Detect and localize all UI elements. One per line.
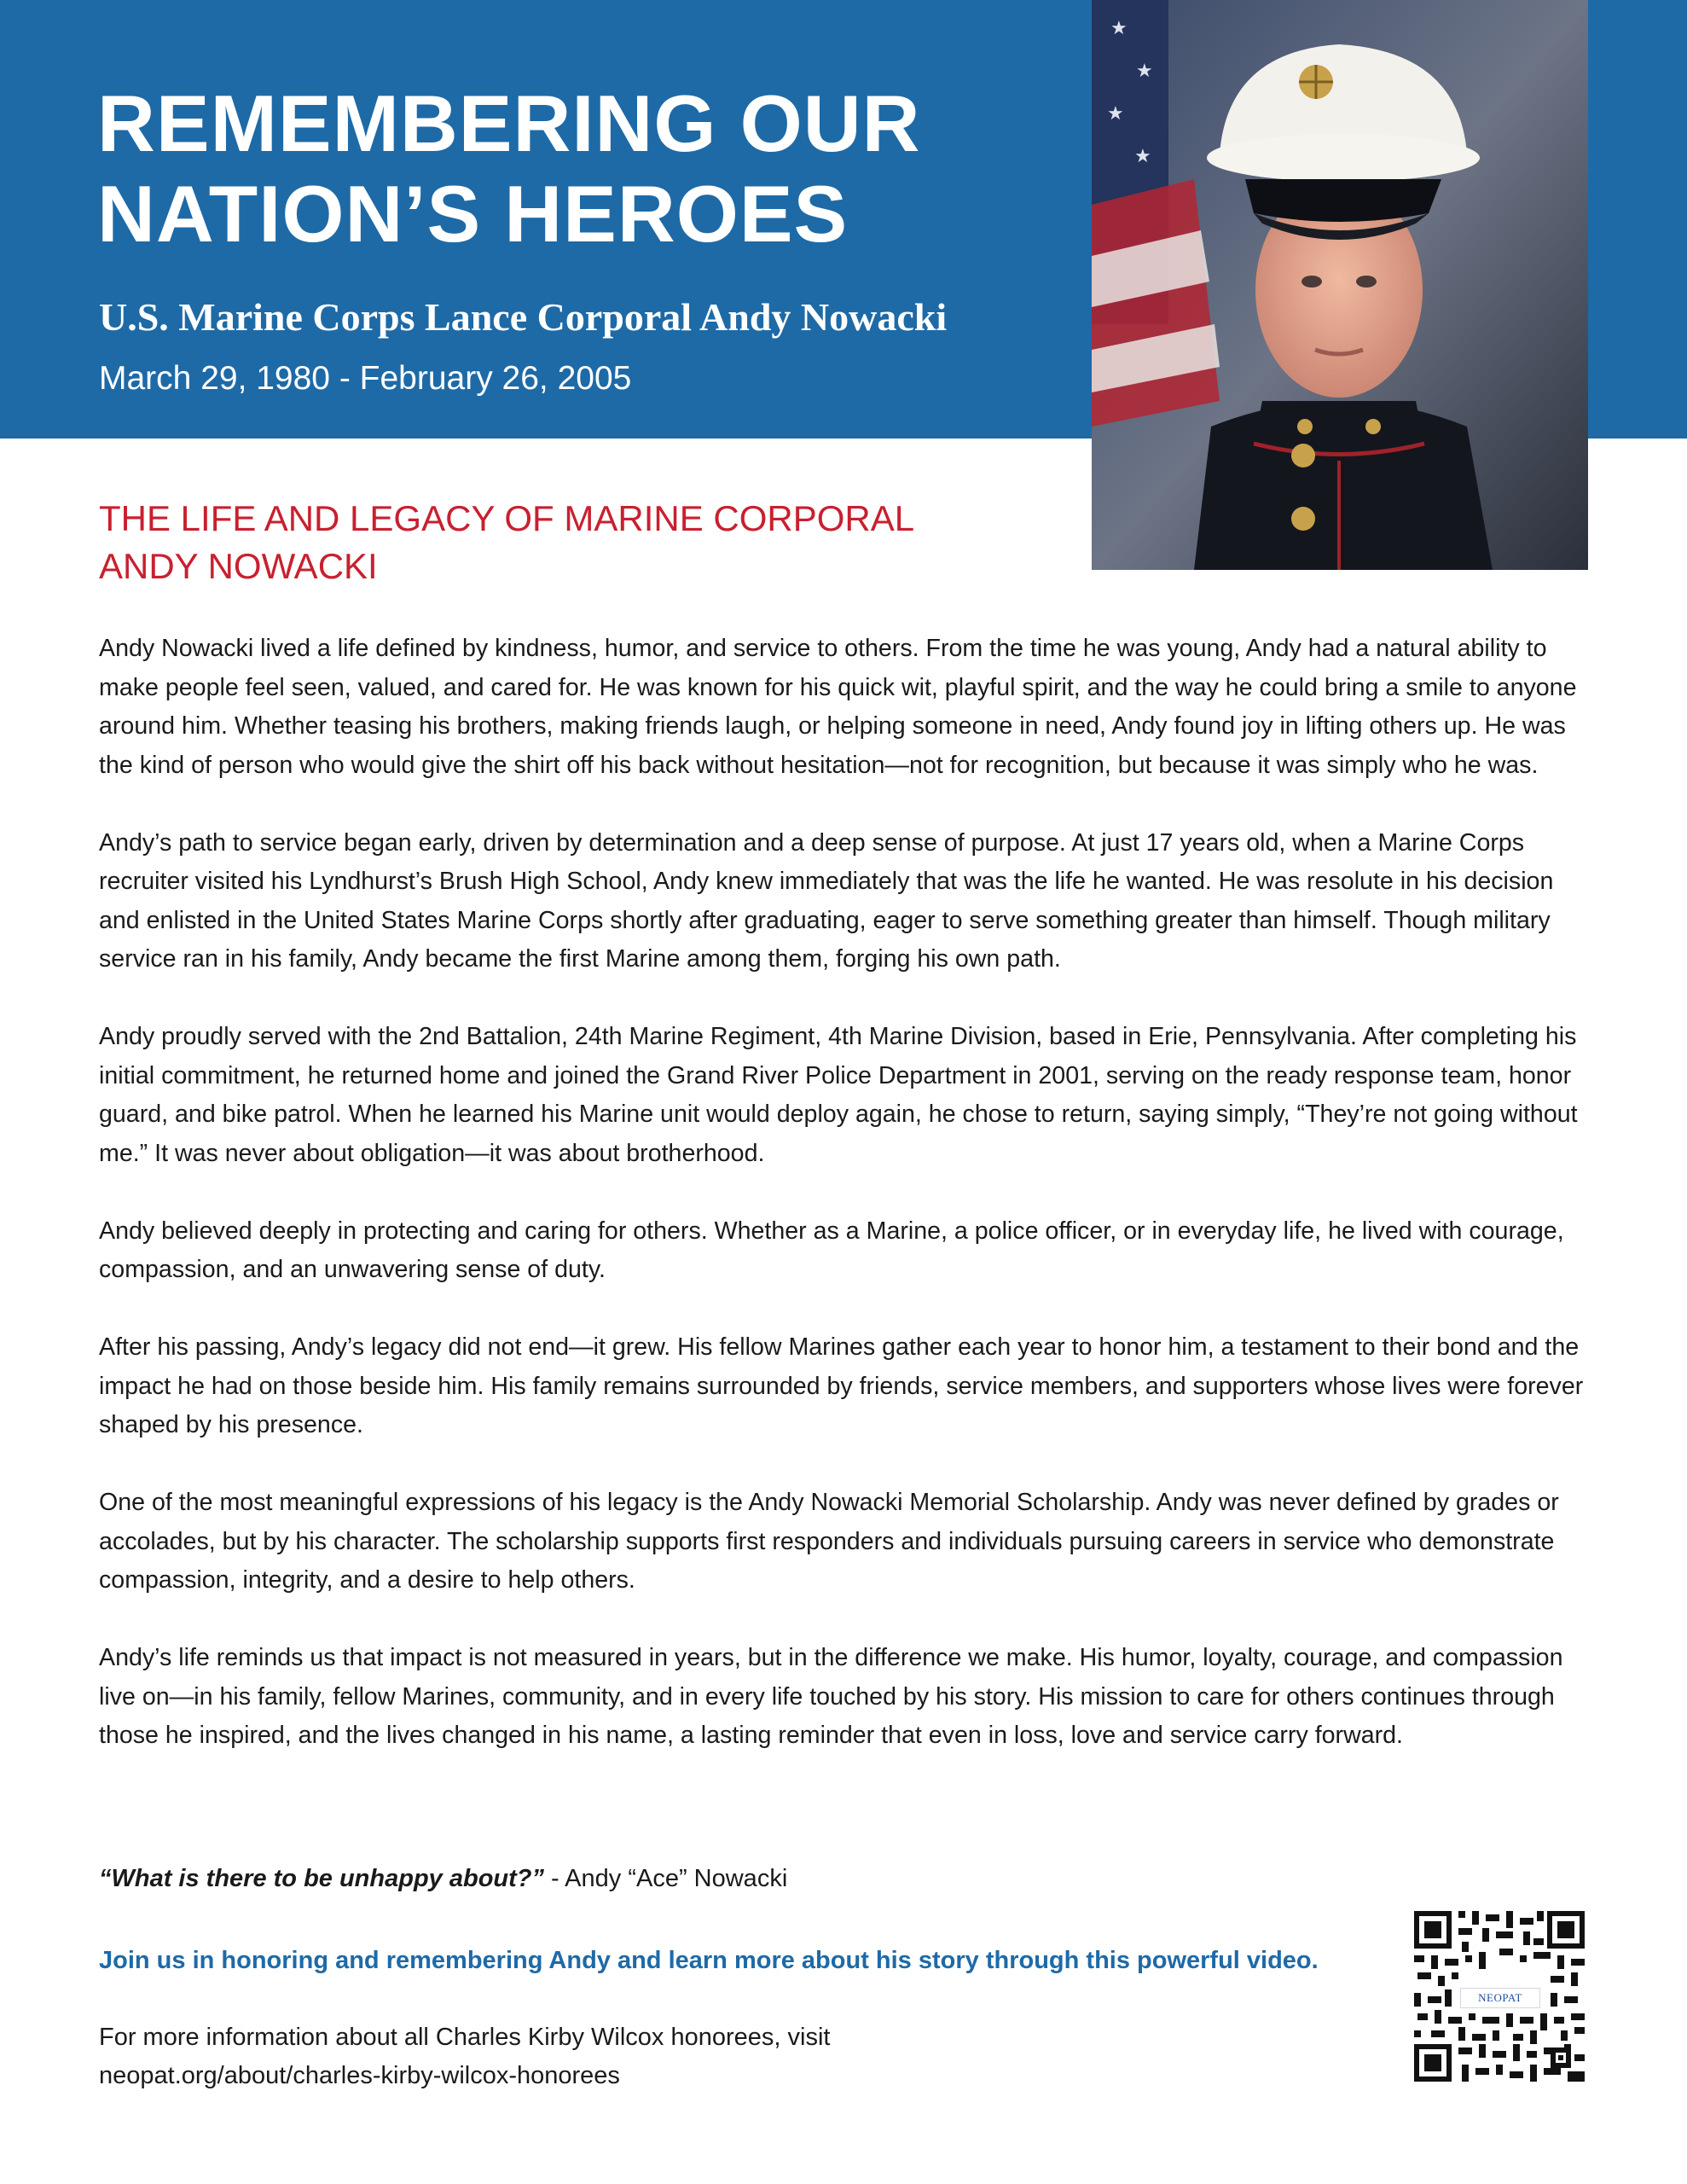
quote-attribution: - Andy “Ace” Nowacki	[544, 1865, 788, 1892]
paragraph: Andy Nowacki lived a life defined by kindness, humor, and service to others. From the time he was young, Andy had a natural ability to make people feel seen, valued, and cared for. He was known for his quick wit, playful spirit, and the way he could bring a smile to anyone around him. Whether teasing his brothers, making friends laugh, or helping someone in need, Andy found joy in lifting others up. He was the kind of person who would give the shirt off his back without hesitation—not for recognition, but because it was simply who he was.	[99, 635, 1577, 779]
honorees-link[interactable]: neopat.org/about/charles-kirby-wilcox-honorees	[99, 2062, 620, 2089]
section-title-line-2: ANDY NOWACKI	[99, 546, 378, 586]
more-info-text: For more information about all Charles Kirby Wilcox honorees, visit	[99, 2024, 831, 2051]
portrait-illustration	[1092, 0, 1588, 570]
more-info	[99, 2018, 1208, 2095]
paragraph: Andy’s path to service began early, driven by determination and a deep sense of purpose. At just 17 years old, when a Marine Corps recruiter visited his Lyndhurst’s Brush High School, Andy knew immediately that was the life he wanted. He was resolute in his decision and enlisted in the United States Marine Corps shortly after graduating, eager to serve something greater than himself. Though military service ran in his family, Andy became the first Marine among them, forging his own path.	[99, 828, 1554, 973]
video-call-to-action: Join us in honoring and remembering Andy and learn more about his story through this powerful video.	[99, 1947, 1319, 1974]
headline-line-1: REMEMBERING OUR	[97, 78, 921, 168]
svg-text:★: ★	[1136, 61, 1153, 82]
svg-text:★: ★	[1110, 18, 1128, 39]
honoree-title: U.S. Marine Corps Lance Corporal Andy Nowacki	[99, 295, 948, 339]
paragraph: Andy’s life reminds us that impact is not measured in years, but in the difference we make. His humor, loyalty, courage, and compassion live on—in his family, fellow Marines, community, and in every life touched by his story. His mission to care for others continues through those he inspired, and the lives changed in his name, a lasting reminder that even in loss, love and service carry forward.	[99, 1644, 1563, 1749]
qr-brand-label: NEOPAT	[1460, 1988, 1540, 2008]
paragraph: After his passing, Andy’s legacy did not end—it grew. His fellow Marines gather each year to honor him, a testament to their bond and the impact he had on those beside him. His family remains surrounded by friends, service members, and supporters whose lives were forever shaped by his presence.	[99, 1333, 1584, 1438]
paragraph: Andy proudly served with the 2nd Battalion, 24th Marine Regiment, 4th Marine Division, based in Erie, Pennsylvania. After completing his initial commitment, he returned home and joined the Grand River Police Department in 2001, serving on the ready response team, honor guard, and bike patrol. When he learned his Marine unit would deploy again, he chose to return, saying simply, “They’re not going without me.” It was never about obligation—it was about brotherhood.	[99, 1023, 1578, 1167]
honoree-dates: March 29, 1980 - February 26, 2005	[99, 360, 632, 397]
quote	[99, 1860, 1293, 1898]
paragraph: Andy believed deeply in protecting and caring for others. Whether as a Marine, a police officer, or in everyday life, he lived with courage, compassion, and an unwavering sense of duty.	[99, 1217, 1564, 1283]
quote-text: “What is there to be unhappy about?”	[99, 1865, 544, 1892]
headline-line-2: NATION’S HEROES	[97, 169, 849, 258]
article-body	[99, 630, 1588, 1794]
section-title	[99, 495, 1037, 590]
headline	[97, 78, 1052, 259]
section-title-line-1: THE LIFE AND LEGACY OF MARINE CORPORAL	[99, 498, 915, 538]
portrait-photo	[1092, 0, 1588, 570]
paragraph: One of the most meaningful expressions of his legacy is the Andy Nowacki Memorial Scholarship. Andy was never defined by grades or accolades, but by his character. The scholarship supports first responders and individuals pursuing careers in service who demonstrate compassion, integrity, and a desire to help others.	[99, 1489, 1559, 1594]
qr-code[interactable]	[1414, 1911, 1585, 2082]
svg-text:★: ★	[1134, 146, 1151, 167]
svg-text:★: ★	[1107, 103, 1124, 125]
